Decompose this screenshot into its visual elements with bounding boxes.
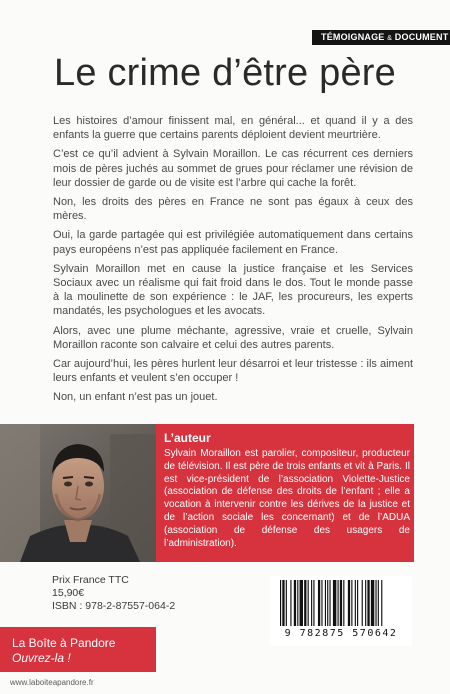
author-heading: L’auteur [164, 431, 211, 445]
price-block [52, 574, 129, 600]
barcode-bar [297, 580, 298, 626]
barcode-bar [294, 580, 296, 626]
collection-label-a: TÉMOIGNAGE [321, 32, 385, 42]
book-title: Le crime d’être père [54, 52, 396, 94]
price-label: Prix France TTC [52, 574, 129, 586]
barcode-bar [290, 580, 291, 626]
publisher-url: www.laboiteapandore.fr [10, 678, 94, 687]
price-value: 15,90€ [52, 587, 85, 599]
author-bio [164, 448, 410, 550]
barcode-bar [311, 580, 312, 626]
barcode-bar [321, 580, 322, 626]
barcode-bar [367, 580, 369, 626]
barcode-bar [381, 580, 382, 626]
author-section [156, 424, 414, 562]
blurb-paragraph: Les histoires d’amour finissent mal, en général... et quand il y a des enfants la guerre que certains parents déploient devient meurtrière. [53, 115, 413, 142]
barcode-bar [313, 580, 314, 626]
barcode-bar [355, 580, 356, 626]
blurb-paragraph: Non, un enfant n’est pas un jouet. [53, 391, 218, 404]
barcode-bar [333, 580, 336, 626]
barcode-bar [371, 580, 374, 626]
publisher-slogan: Ouvrez-la ! [12, 651, 71, 665]
collection-ampersand: & [387, 35, 393, 42]
barcode-bar [357, 580, 358, 626]
barcode-bar [318, 580, 320, 626]
barcode-bar [375, 580, 376, 626]
barcode [270, 576, 412, 646]
collection-banner [312, 30, 450, 45]
barcode-bar [340, 580, 342, 626]
isbn-number: ISBN : 978-2-87557-064-2 [52, 600, 176, 612]
barcode-bar [378, 580, 379, 626]
barcode-bars [270, 576, 412, 628]
author-bio-text: Sylvain Moraillon est parolier, compositeur, producteur de télévision. Il est père de trois enfants et vit à Paris. Il est vice-président de l’association Violette-Justice (association de défense des droits de l’enfant ; elle a vocation à intervenir contre les dérives de la justice et de l’action sociale les concernant) et de l’ADUA (association de défense des usagers de l’administration). [164, 448, 410, 549]
blurb-paragraph: Alors, avec une plume méchante, agressive, vraie et cruelle, Sylvain Moraillon raconte son calvaire et celui des autres parents. [53, 324, 413, 351]
barcode-bar [282, 580, 284, 626]
barcode-bar [343, 580, 344, 626]
barcode-bar [280, 580, 281, 626]
barcode-bar [308, 580, 309, 626]
publisher-name: La Boîte à Pandore [12, 636, 116, 650]
blurb-paragraph: Non, les droits des pères en France ne sont pas égaux à ceux des mères. [53, 196, 413, 223]
barcode-bar [327, 580, 328, 626]
barcode-bar [348, 580, 350, 626]
collection-label-b: DOCUMENT [394, 32, 449, 42]
barcode-bar [365, 580, 366, 626]
barcode-bar [351, 580, 352, 626]
barcode-digits: 9 782875 570642 [284, 628, 398, 639]
barcode-bar [325, 580, 326, 626]
barcode-bar [286, 580, 287, 626]
blurb-text [53, 114, 413, 410]
author-portrait-illustration [0, 424, 156, 562]
barcode-bar [338, 580, 339, 626]
author-photo [0, 424, 156, 562]
publisher-box [0, 627, 156, 672]
blurb-paragraph: C’est ce qu’il advient à Sylvain Moraillon. Le cas récurrent ces derniers mois de pères juchés au sommet de grues pour réclamer une révision de leur dossier de garde ou de visite est l’arbre qui cache la forêt. [53, 148, 413, 189]
barcode-bar [304, 580, 306, 626]
barcode-bar [329, 580, 330, 626]
barcode-bar [362, 580, 363, 626]
blurb-paragraph: Oui, la garde partagée qui est privilégiée automatiquement dans certains pays européens n’est pas appliquée facilement en France. [53, 229, 413, 256]
blurb-paragraph: Sylvain Moraillon met en cause la justice française et les Services Sociaux avec un réalisme qui fait froid dans le dos. Tout le monde passe à la moulinette de son expérience : le JAF, les procureurs, les experts mandatés, les psychologues et les avocats. [53, 262, 413, 318]
barcode-bar [300, 580, 303, 626]
blurb-paragraph: Car aujourd’hui, les pères hurlent leur désarroi et leur tristesse : ils aiment leurs enfants et veulent s’en occuper ! [53, 358, 413, 385]
